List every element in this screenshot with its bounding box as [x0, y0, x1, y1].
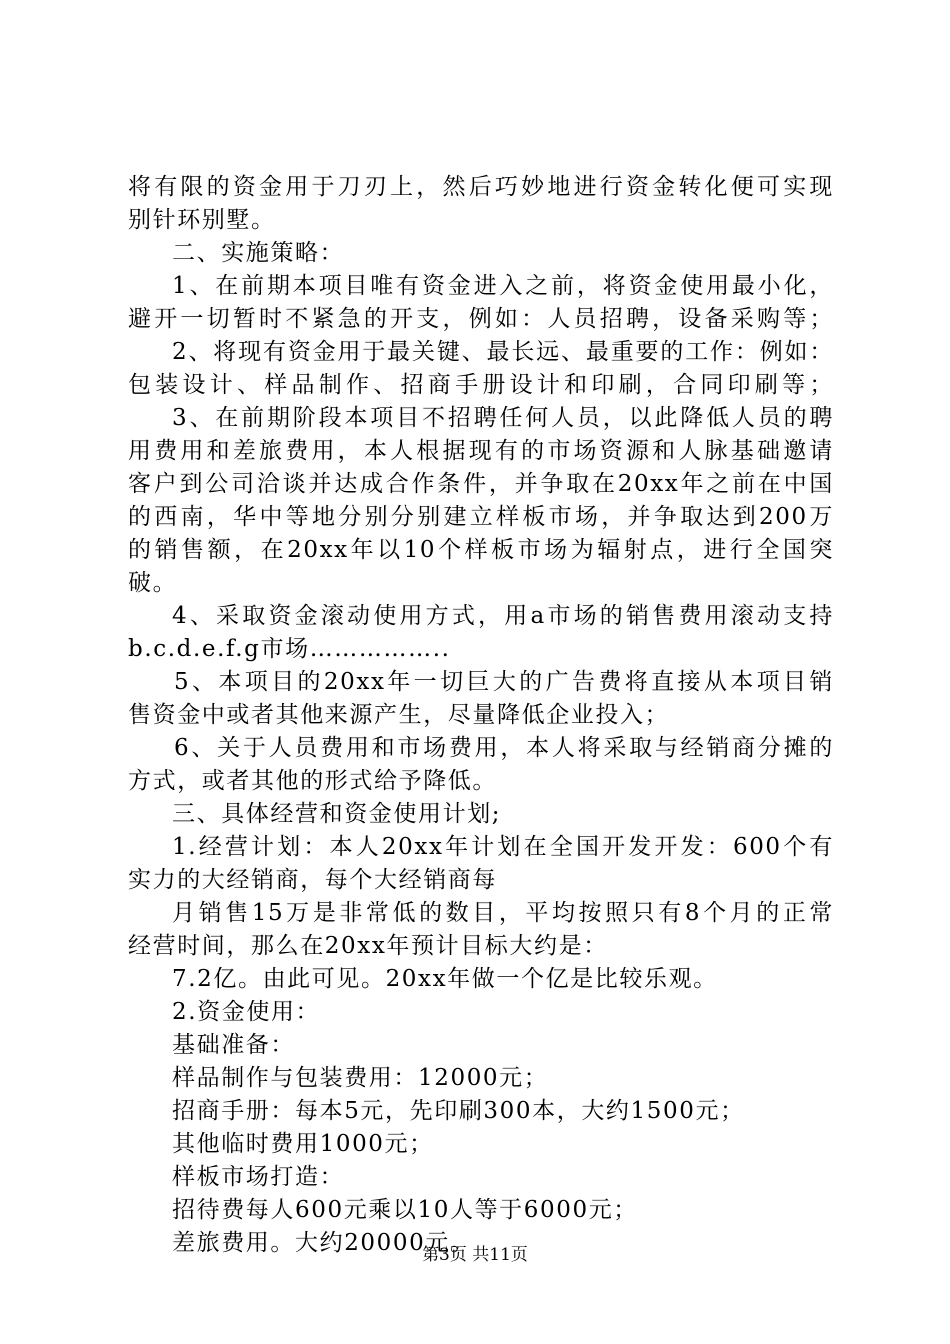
text-line: 5、本项目的20xx年一切巨大的广告费将直接从本项目销 — [174, 669, 834, 695]
text-line: 三、具体经营和资金使用计划; — [172, 801, 502, 827]
text-line: 6、关于人员费用和市场费用，本人将采取与经销商分摊的 — [174, 735, 834, 761]
text-line: 3、在前期阶段本项目不招聘任何人员，以此降低人员的聘 — [172, 405, 834, 431]
text-line: 其他临时费用1000元； — [172, 1131, 434, 1157]
text-line: 1、在前期本项目唯有资金进入之前，将资金使用最小化， — [172, 273, 834, 299]
text-line: 1.经营计划：本人20xx年计划在全国开发开发：600个有 — [172, 834, 834, 860]
text-line: 二、实施策略： — [172, 240, 345, 266]
text-line: 实力的大经销商，每个大经销商每 — [128, 867, 497, 893]
text-line: 2.资金使用： — [172, 999, 321, 1025]
text-line: 4、采取资金滚动使用方式，用a市场的销售费用滚动支持 — [172, 603, 834, 629]
text-line: 基础准备： — [172, 1032, 295, 1058]
text-line: 招商手册：每本5元，先印刷300本，大约1500元； — [172, 1098, 745, 1124]
text-line: 将有限的资金用于刀刃上，然后巧妙地进行资金转化便可实现 — [128, 174, 834, 200]
text-line: 别针环别墅。 — [128, 207, 276, 233]
text-line: 避开一切暂时不紧急的开支，例如：人员招聘，设备采购等； — [128, 306, 834, 332]
text-line: b.c.d.e.f.g市场…………….. — [128, 636, 451, 662]
text-line: 包装设计、样品制作、招商手册设计和印刷，合同印刷等； — [128, 372, 834, 398]
document-body — [128, 171, 834, 1260]
text-line: 差旅费用。大约20000元。 — [172, 1230, 475, 1256]
text-line: 的西南，华中等地分别分别建立样板市场，并争取达到200万 — [128, 504, 834, 530]
text-line: 客户到公司洽谈并达成合作条件，并争取在20xx年之前在中国 — [128, 471, 834, 497]
text-line: 售资金中或者其他来源产生，尽量降低企业投入； — [128, 702, 670, 728]
text-line: 招待费每人600元乘以10人等于6000元； — [172, 1197, 638, 1223]
text-line: 的销售额，在20xx年以10个样板市场为辐射点，进行全国突 — [128, 537, 834, 563]
text-line: 2、将现有资金用于最关键、最长远、最重要的工作：例如： — [172, 339, 834, 365]
text-line: 样品制作与包装费用：12000元； — [172, 1065, 549, 1091]
text-line: 7.2亿。由此可见。20xx年做一个亿是比较乐观。 — [172, 966, 718, 992]
text-line: 经营时间，那么在20xx年预计目标大约是： — [128, 933, 608, 959]
text-line: 用费用和差旅费用，本人根据现有的市场资源和人脉基础邀请 — [128, 438, 834, 464]
page-footer: 第3页 共11页 — [422, 1245, 528, 1265]
text-line: 方式，或者其他的形式给予降低。 — [128, 768, 497, 794]
text-line: 破。 — [128, 570, 178, 596]
text-line: 月销售15万是非常低的数目，平均按照只有8个月的正常 — [172, 900, 834, 926]
text-line: 样板市场打造： — [172, 1164, 345, 1190]
